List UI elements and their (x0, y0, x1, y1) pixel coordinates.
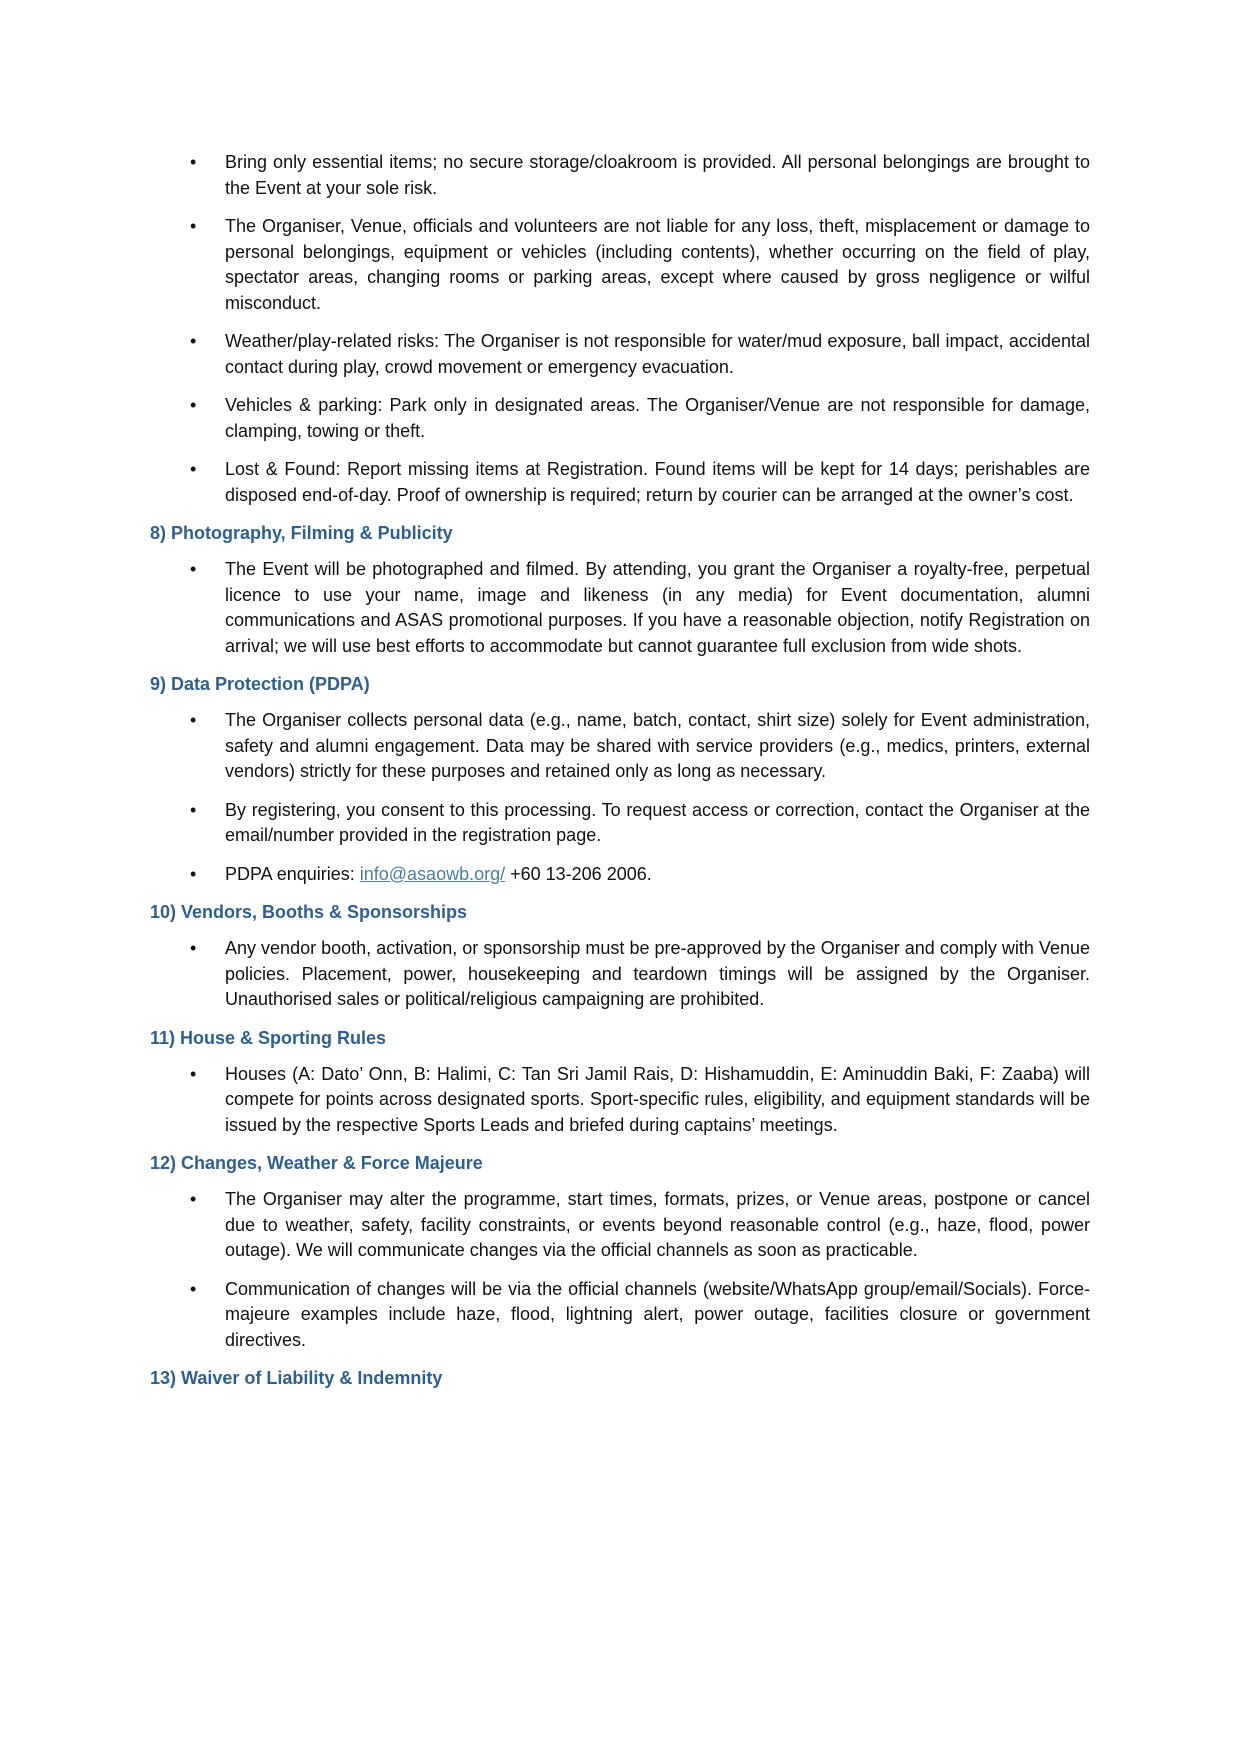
bullet-icon: • (190, 1063, 197, 1084)
list-item (150, 1187, 1090, 1264)
list-item (150, 457, 1090, 508)
list-item (150, 862, 1090, 888)
force-majeure-list (150, 1187, 1090, 1353)
list-item (150, 329, 1090, 380)
list-item-text: The Organiser collects personal data (e.g., name, batch, contact, shirt size) solely for Event administration, safety and alumni engagement. Data may be shared with service providers (e.g., medics, printers, external vendors) strictly for these purposes and retained only as long as necessary. (225, 710, 1090, 781)
list-item (150, 708, 1090, 785)
bullet-icon: • (190, 1278, 197, 1299)
vendors-list (150, 936, 1090, 1013)
bullet-icon: • (190, 395, 197, 415)
belongings-list (150, 150, 1090, 508)
bullet-icon: • (190, 152, 197, 172)
bullet-icon: • (190, 710, 197, 730)
bullet-icon: • (190, 216, 197, 236)
bullet-icon: • (190, 1189, 197, 1209)
list-item (150, 393, 1090, 444)
list-item-text: The Organiser, Venue, officials and volunteers are not liable for any loss, theft, misplacement or damage to personal belongings, equipment or vehicles (including contents), whether occurring on the field of play, spectator areas, changing rooms or parking areas, except where caused by gross negligence or wilful misconduct. (225, 216, 1090, 313)
list-item-text: Lost & Found: Report missing items at Registration. Found items will be kept for 14 days; perishables are disposed end-of-day. Proof of ownership is required; return by courier can be arranged at the owner’s cost. (225, 459, 1090, 505)
list-item-text: Weather/play-related risks: The Organiser is not responsible for water/mud exposure, ball impact, accidental contact during play, crowd movement or emergency evacuation. (225, 331, 1090, 377)
photography-list (150, 557, 1090, 659)
list-item-text: Communication of changes will be via the official channels (website/WhatsApp group/email/Socials). Force-majeure examples include haze, flood, lightning alert, power outage, facilities closure or government directives. (225, 1278, 1090, 1350)
list-item-text: The Organiser may alter the programme, start times, formats, prizes, or Venue areas, postpone or cancel due to weather, safety, facility constraints, or events beyond reasonable control (e.g., haze, flood, power outage). We will communicate changes via the official channels as soon as practicable. (225, 1189, 1090, 1260)
section-heading-vendors: 10) Vendors, Booths & Sponsorships (150, 902, 468, 922)
list-item (150, 150, 1090, 201)
house-rules-list (150, 1062, 1090, 1139)
list-item-text: Vehicles & parking: Park only in designated areas. The Organiser/Venue are not responsible for damage, clamping, towing or theft. (225, 395, 1090, 441)
bullet-icon: • (190, 331, 197, 351)
list-item-text: By registering, you consent to this processing. To request access or correction, contact the Organiser at the email/number provided in the registration page. (225, 799, 1090, 845)
bullet-icon: • (190, 559, 197, 579)
document-content (150, 150, 1090, 1402)
bullet-icon: • (190, 799, 197, 820)
pdpa-email-link[interactable]: info@asaowb.org/ (359, 863, 506, 884)
list-item (150, 1277, 1090, 1354)
list-item-text: Bring only essential items; no secure storage/cloakroom is provided. All personal belongings are brought to the Event at your sole risk. (225, 152, 1090, 198)
bullet-icon: • (190, 863, 197, 884)
section-heading-photography: 8) Photography, Filming & Publicity (150, 523, 453, 543)
list-item (150, 214, 1090, 316)
section-heading-data-protection: 9) Data Protection (PDPA) (150, 674, 370, 694)
bullet-icon: • (190, 459, 197, 479)
section-heading-house-rules: 11) House & Sporting Rules (150, 1027, 387, 1048)
list-item-text: Any vendor booth, activation, or sponsorship must be pre-approved by the Organiser and comply with Venue policies. Placement, power, housekeeping and teardown timings will be assigned by the Organiser. Unauthorised sales or political/religious campaigning are prohibited. (225, 938, 1090, 1009)
pdpa-prefix: PDPA enquiries: (225, 863, 360, 884)
list-item (150, 798, 1090, 849)
section-heading-waiver: 13) Waiver of Liability & Indemnity (150, 1368, 443, 1388)
data-protection-list (150, 708, 1090, 887)
bullet-icon: • (190, 938, 197, 958)
pdpa-phone: +60 13-206 2006. (505, 863, 652, 884)
list-item-text: Houses (A: Dato’ Onn, B: Halimi, C: Tan Sri Jamil Rais, D: Hishamuddin, E: Aminuddin Baki, F: Zaaba) will compete for points across designated sports. Sport-specific rules, eligibility, and equipment standards will be issued by the respective Sports Leads and briefed during captains’ meetings. (225, 1063, 1090, 1135)
section-heading-force-majeure: 12) Changes, Weather & Force Majeure (150, 1153, 483, 1173)
list-item (150, 557, 1090, 659)
list-item (150, 1062, 1090, 1139)
list-item (150, 936, 1090, 1013)
list-item-text: The Event will be photographed and filmed. By attending, you grant the Organiser a royalty-free, perpetual licence to use your name, image and likeness (in any media) for Event documentation, alumni communications and ASAS promotional purposes. If you have a reasonable objection, notify Registration on arrival; we will use best efforts to accommodate but cannot guarantee full exclusion from wide shots. (225, 559, 1090, 656)
